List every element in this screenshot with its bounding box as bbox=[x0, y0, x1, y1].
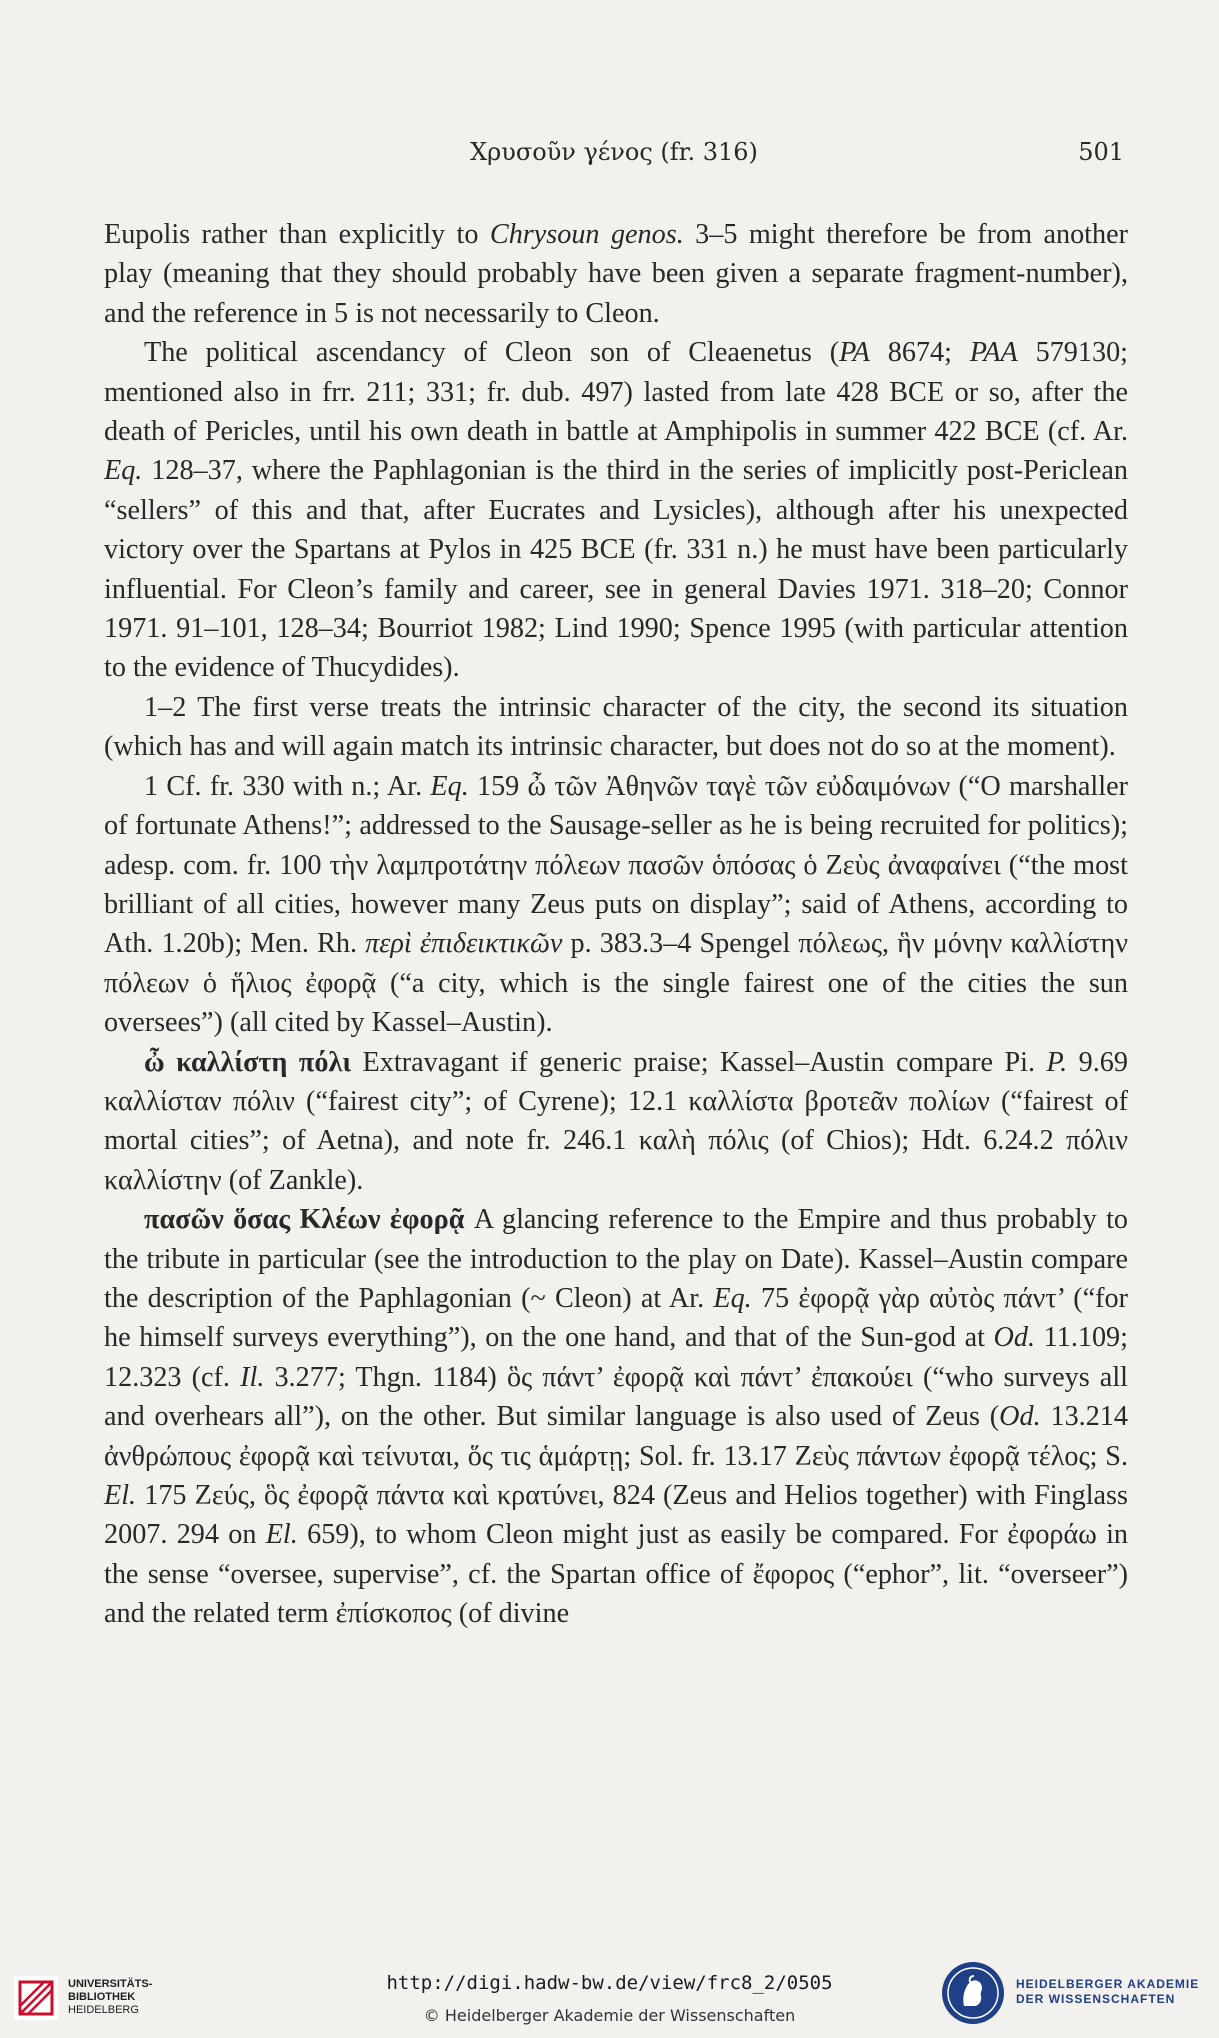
academy-name-line-1: HEIDELBERGER AKADEMIE bbox=[1016, 1977, 1200, 1991]
library-name-line-3: HEIDELBERG bbox=[68, 2004, 139, 2016]
running-header bbox=[104, 138, 1124, 178]
commentary-text bbox=[104, 215, 1128, 1634]
library-name-line-2: BIBLIOTHEK bbox=[68, 1991, 136, 2003]
paragraph-verses-1-2: 1–2 The first verse treats the intrinsic character of the city, the second its situation (which has and will again match its intrinsic character, but does not do so at the moment). bbox=[104, 691, 1128, 763]
paragraph-lemma-kalliste: ὦ καλλίστη πόλι Extravagant if generic praise; Kassel–Austin compare Pi. P. 9.69 καλλίσταν πόλιν (“fairest city”; of Cyrene); 12.1 καλλίστα βροτεᾶν πολίων (“fairest of mortal cities”; of Aetna), and note fr. 246.1 καλὴ πόλις (of Chios); Hdt. 6.24.2 πόλιν καλλίστην (of Zankle). bbox=[104, 1046, 1128, 1196]
page-footer bbox=[0, 1920, 1219, 2038]
lemma: ὦ καλλίστη πόλι bbox=[144, 1046, 352, 1078]
academy-name-line-2: DER WISSENSCHAFTEN bbox=[1016, 1992, 1176, 2006]
hadw-seal-logo-icon bbox=[940, 1960, 1006, 2026]
academy-logo[interactable] bbox=[940, 1960, 1210, 2030]
copyright-notice: © Heidelberger Akademie der Wissenschaften bbox=[423, 2006, 796, 2025]
lemma: πασῶν ὅσας Κλέων ἐφορᾷ bbox=[144, 1204, 465, 1236]
paragraph-verse-1: 1 Cf. fr. 330 with n.; Ar. Eq. 159 ὦ τῶν Ἀθηνῶν ταγὲ τῶν εὐδαιμόνων (“O marshaller of fortunate Athens!”; addressed to the Sausage-seller as he is being recruited for politics); adesp. com. fr. 100 τὴν λαμπροτάτην πόλεων πασῶν ὁπόσας ὁ Ζεὺς ἀναφαίνει (“the most brilliant of all cities, however many Zeus puts on display”; said of Athens, according to Ath. 1.20b); Men. Rh. περὶ ἐπιδεικτικῶν p. 383.3–4 Spengel πόλεως, ἣν μόνην καλλίστην πόλεων ὁ ἥλιος ἐφορᾷ (“a city, which is the single fairest one of the cities the sun oversees”) (all cited by Kassel–Austin). bbox=[104, 770, 1128, 1039]
running-title: Χρυσοῦν γένος (fr. 316) bbox=[470, 138, 758, 166]
page-number: 501 bbox=[1078, 138, 1124, 166]
paragraph-cleon: The political ascendancy of Cleon son of Cleaenetus (PA 8674; PAA 579130; mentioned also in frr. 211; 331; fr. dub. 497) lasted from late 428 BCE or so, after the death of Pericles, until his own death in battle at Amphipolis in summer 422 BCE (cf. Ar. Eq. 128–37, where the Paphlagonian is the third in the series of implicitly post-Periclean “sellers” of this and that, after Eucrates and Lysicles), although after his unexpected victory over the Spartans at Pylos in 425 BCE (fr. 331 n.) he must have been particularly influential. For Cleon’s family and career, see in general Davies 1971. 318–20; Connor 1971. 91–101, 128–34; Bourriot 1982; Lind 1990; Spence 1995 (with particular attention to the evidence of Thucydides). bbox=[104, 337, 1128, 684]
library-name-line-1: UNIVERSITÄTS- bbox=[68, 1978, 153, 1990]
permalink[interactable]: http://digi.hadw-bw.de/view/frc8_2/0505 bbox=[386, 1972, 833, 1994]
paragraph-lemma-pason: πασῶν ὅσας Κλέων ἐφορᾷ A glancing reference to the Empire and thus probably to the tribute in particular (see the introduction to the play on Date). Kassel–Austin compare the description of the Paphlagonian (~ Cleon) at Ar. Eq. 75 ἐφορᾷ γὰρ αὐτὸς πάντ’ (“for he himself surveys everything”), on the one hand, and that of the Sun-god at Od. 11.109; 12.323 (cf. Il. 3.277; Thgn. 1184) ὃς πάντ’ ἐφορᾷ καὶ πάντ’ ἐπακούει (“who surveys all and overhears all”), on the other. But similar language is also used of Zeus (Od. 13.214 ἀνθρώπους ἐφορᾷ καὶ τείνυται, ὅς τις ἁμάρτῃ; Sol. fr. 13.17 Ζεὺς πάντων ἐφορᾷ τέλος; S. El. 175 Ζεύς, ὃς ἐφορᾷ πάντα καὶ κρατύνει, 824 (Zeus and Helios together) with Finglass 2007. 294 on El. 659), to whom Cleon might just as easily be compared. For ἐφοράω in the sense “oversee, supervise”, cf. the Spartan office of ἔφορος (“ephor”, lit. “overseer”) and the related term ἐπίσκοπος (of divine bbox=[104, 1204, 1128, 1630]
paragraph-1: Eupolis rather than explicitly to Chrysoun genos. 3–5 might therefore be from another play (meaning that they should probably have been given a separate fragment-number), and the reference in 5 is not necessarily to Cleon. bbox=[104, 219, 1128, 329]
